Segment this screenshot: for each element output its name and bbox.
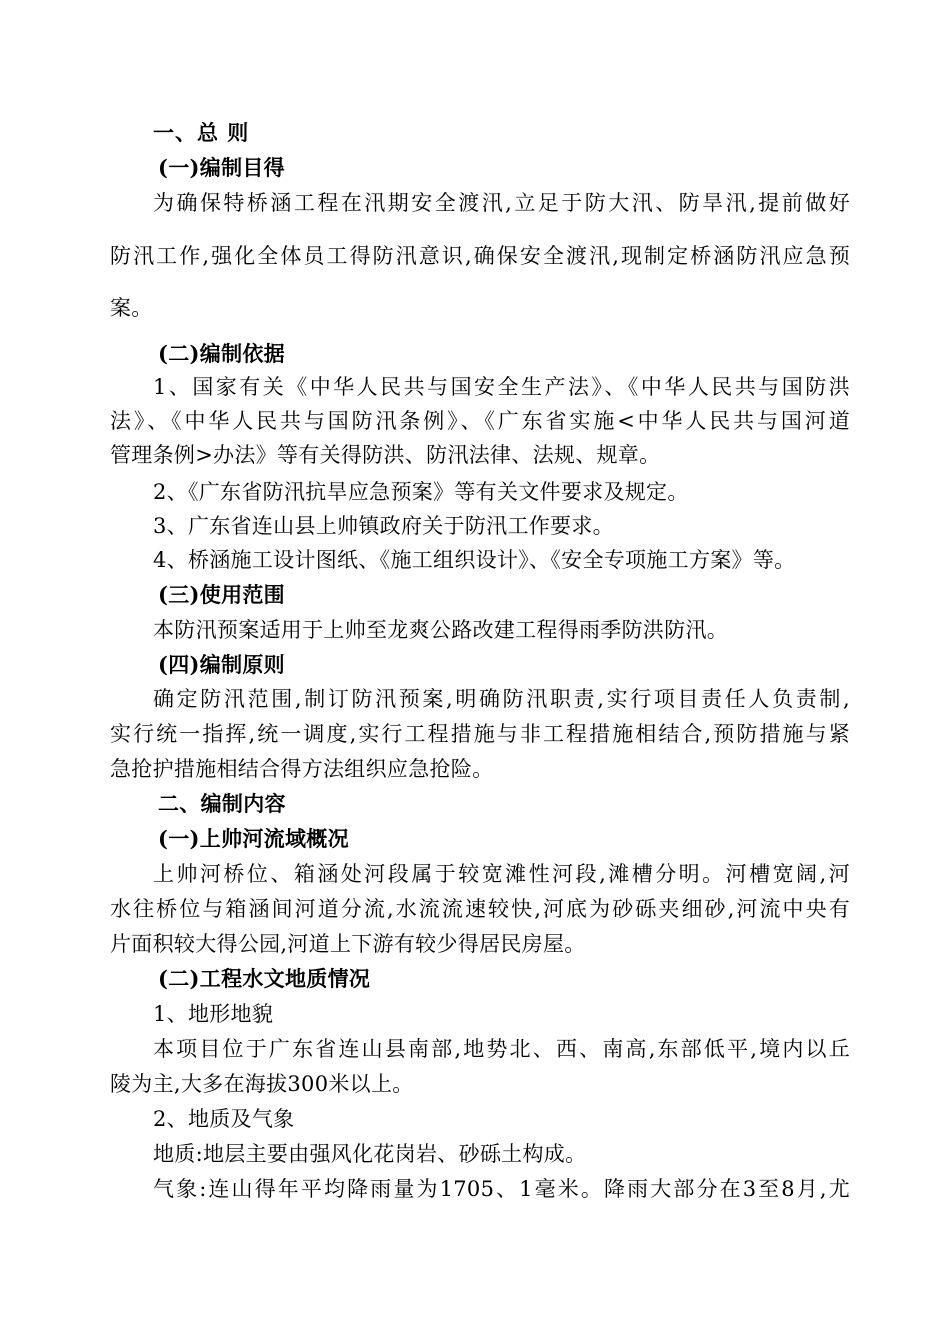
paragraph-line: 确定防汛范围,制订防汛预案,明确防汛职责,实行项目责任人负责制, (153, 687, 850, 711)
paragraph-line: 4、桥涵施工设计图纸、《施工组织设计》、《安全专项施工方案》等。 (153, 548, 796, 572)
paragraph-line: 水往桥位与箱涵间河道分流,水流流速较快,河底为砂砾夹细砂,河流中央有 (110, 897, 850, 921)
paragraph-line: 3、广东省连山县上帅镇政府关于防汛工作要求。 (153, 514, 614, 538)
section-heading-general: 一、总 则 (153, 120, 250, 145)
paragraph-line: 陵为主,大多在海拔300米以上。 (110, 1072, 414, 1096)
paragraph-line: 案。 (110, 296, 153, 320)
paragraph-line: 地质:地层主要由强风化花岗岩、砂砾土构成。 (153, 1142, 587, 1166)
subsection-heading-principle: (四)编制原则 (158, 652, 285, 677)
section-heading-content: 二、编制内容 (158, 791, 286, 816)
paragraph-line: 法》、《中华人民共与国防汛条例》、《广东省实施<中华人民共与国河道 (110, 409, 850, 433)
paragraph-line: 上帅河桥位、箱涵处河段属于较宽滩性河段,滩槽分明。河槽宽阔,河 (153, 862, 850, 886)
subsection-heading-purpose: (一)编制目得 (158, 155, 285, 180)
paragraph-line: 2、地质及气象 (153, 1107, 295, 1131)
subsection-heading-river: (一)上帅河流域概况 (158, 826, 349, 851)
paragraph-line: 本防汛预案适用于上帅至龙爽公路改建工程得雨季防洪防汛。 (153, 618, 729, 642)
subsection-heading-hydro: (二)工程水文地质情况 (158, 966, 371, 991)
subsection-heading-basis: (二)编制依据 (158, 341, 285, 366)
paragraph-line: 气象:连山得年平均降雨量为1705、1毫米。降雨大部分在3至8月,尤 (153, 1177, 850, 1201)
paragraph-line: 2、《广东省防汛抗旱应急预案》等有关文件要求及规定。 (153, 480, 689, 504)
paragraph-line: 为确保特桥涵工程在汛期安全渡汛,立足于防大汛、防旱汛,提前做好 (153, 191, 850, 215)
paragraph-line: 管理条例>办法》等有关得防洪、防汛法律、法规、规章。 (110, 443, 661, 467)
paragraph-line: 片面积较大得公园,河道上下游有较少得居民房屋。 (110, 932, 586, 956)
paragraph-line: 本项目位于广东省连山县南部,地势北、西、南高,东部低平,境内以丘 (153, 1037, 850, 1061)
paragraph-line: 1、国家有关《中华人民共与国安全生产法》、《中华人民共与国防洪 (153, 375, 850, 399)
subsection-heading-scope: (三)使用范围 (158, 582, 285, 607)
paragraph-line: 防汛工作,强化全体员工得防汛意识,确保安全渡汛,现制定桥涵防汛应急预 (110, 244, 850, 268)
paragraph-line: 1、地形地貌 (153, 1002, 274, 1026)
paragraph-line: 实行统一指挥,统一调度,实行工程措施与非工程措施相结合,预防措施与紧 (110, 722, 850, 746)
paragraph-line: 急抢护措施相结合得方法组织应急抢险。 (110, 757, 494, 781)
